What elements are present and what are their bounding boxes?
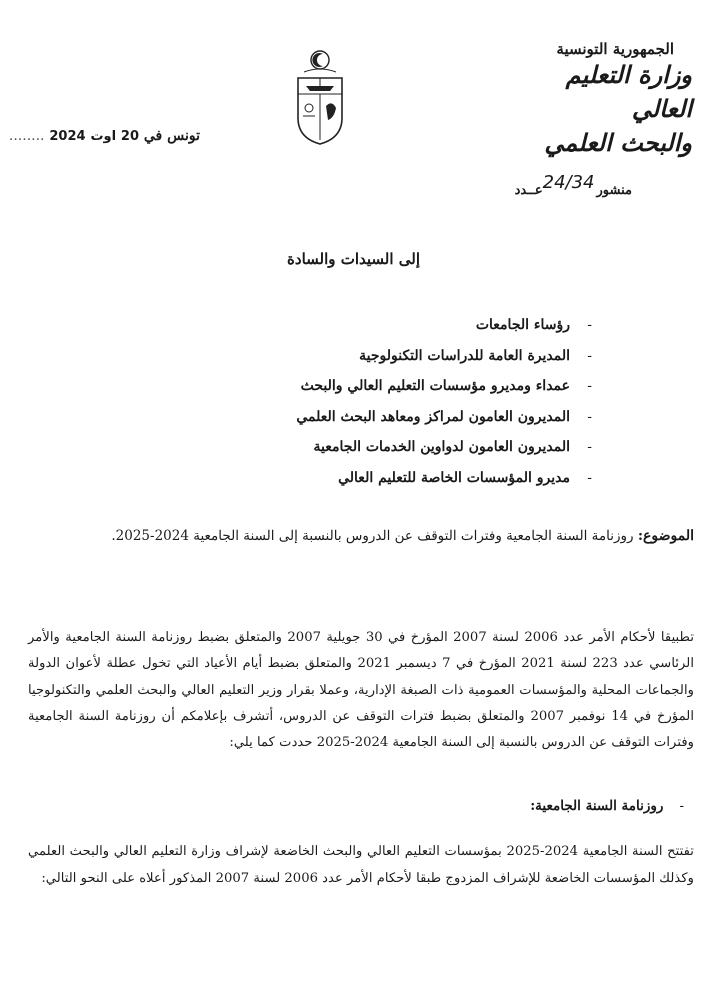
subject-text: روزنامة السنة الجامعية وفترات التوقف عن الدروس بالنسبة إلى السنة الجامعية 2024-2025. <box>111 528 634 544</box>
list-item <box>150 432 592 463</box>
date-month: اوت <box>90 129 117 144</box>
circular-label-suffix: عــدد <box>514 183 543 198</box>
list-bullet: - <box>587 408 592 425</box>
recipient-text: مديرو المؤسسات الخاصة للتعليم العالي <box>338 469 570 486</box>
section-heading <box>530 798 684 814</box>
date-dots: ........ <box>8 128 45 144</box>
recipient-text: المديرون العامون لدواوين الخدمات الجامعية <box>313 439 570 455</box>
list-bullet: - <box>587 469 592 486</box>
list-item <box>150 463 592 494</box>
date-year: 2024 <box>49 129 86 144</box>
circular-number: 24/34 <box>542 172 595 193</box>
list-bullet: - <box>587 439 592 455</box>
body-paragraph-1: تطبيقا لأحكام الأمر عدد 2006 لسنة 2007 المؤرخ في 30 جويلية 2007 والمتعلق بضبط روزنامة السنة الجامعية والأمر الرئاسي عدد 223 لسنة 2021 المؤرخ في 7 ديسمبر 2021 والمتعلق بضبط أيام الأعياد التي تخول عطلة لأعوان الدولة والجماعات المحلية والمؤسسات العمومية ذات الصبغة الإدارية، وعملا بقرار وزير التعليم العالي والبحث العلمي والتكنولوجيا المؤرخ في 14 نوفمبر 2007 والمتعلق بضبط فترات التوقف عن الدروس، أتشرف بإعلامكم أن روزنامة السنة الجامعية وفترات التوقف عن الدروس بالنسبة إلى السنة الجامعية 2024-2025 حددت كما يلي: <box>28 630 695 750</box>
recipients-list <box>150 310 592 493</box>
date-day: 20 <box>120 129 140 144</box>
republic-name: الجمهورية التونسية <box>556 40 674 58</box>
ministry-name-line2: والبحث العلمي <box>544 128 692 157</box>
section-title: روزنامة السنة الجامعية: <box>530 798 664 814</box>
circular-label: منشور <box>596 183 632 198</box>
list-item <box>150 310 592 341</box>
subject-label: الموضوع: <box>637 528 694 544</box>
list-item <box>150 341 592 372</box>
circular-number-line <box>514 172 632 199</box>
recipient-text: المديرة العامة للدراسات التكنولوجية <box>359 347 570 364</box>
list-bullet: - <box>587 317 592 333</box>
list-bullet: - <box>587 347 592 364</box>
list-item <box>150 402 592 433</box>
subject-line <box>20 528 694 544</box>
recipient-text: المديرون العامون لمراكز ومعاهد البحث العلمي <box>296 408 570 425</box>
ministry-header <box>512 40 692 160</box>
salutation: إلى السيدات والسادة <box>287 250 420 268</box>
place-and-date <box>8 128 200 144</box>
list-bullet: - <box>587 378 592 394</box>
recipient-text: عمداء ومديرو مؤسسات التعليم العالي والبحث <box>300 378 570 394</box>
recipient-text: رؤساء الجامعات <box>475 317 570 333</box>
city-label: تونس في <box>143 128 200 144</box>
ministry-name-line1: وزارة التعليم العالي <box>565 60 692 123</box>
body-paragraph-2: تفتتح السنة الجامعية 2024-2025 بمؤسسات التعليم العالي والبحث الخاضعة لإشراف وزارة التعليم العالي والبحث العلمي وكذلك المؤسسات الخاضعة للإشراف المزدوج طبقا لأحكام الأمر عدد 2006 لسنة 2007 المذكور أعلاه على النحو التالي: <box>28 844 694 886</box>
section-bullet: - <box>679 798 684 814</box>
list-item <box>150 371 592 402</box>
tunisia-coat-of-arms-icon <box>290 48 350 148</box>
